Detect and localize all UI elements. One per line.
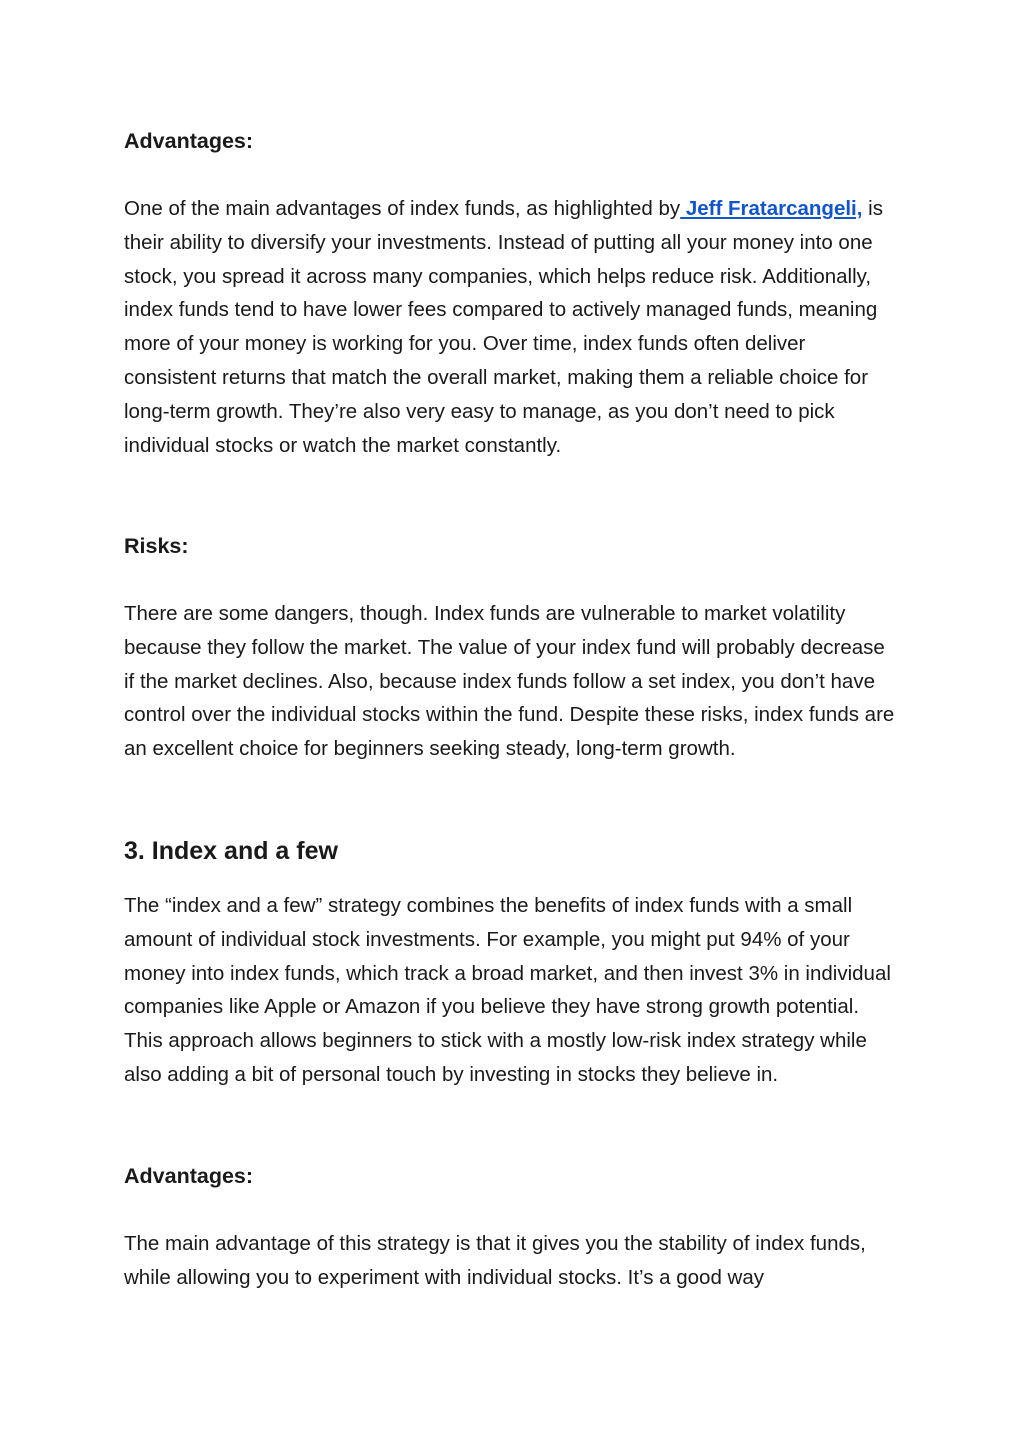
index-and-few-heading: 3. Index and a few (124, 837, 338, 865)
advantages-paragraph-2: The main advantage of this strategy is that it gives you the stability of index funds, while allowing you to experiment with individual stocks. It’s a good way (124, 1232, 866, 1289)
advantages-text-before-link: One of the main advantages of index funds, as highlighted by (124, 197, 681, 220)
advantages-heading-2: Advantages: (124, 1164, 254, 1188)
index-and-few-paragraph: The “index and a few” strategy combines the benefits of index funds with a small amount of individual stock investments. For example, you might put 94% of your money into index funds, which track a broad market, and then invest 3% in individual companies like Apple or Amazon if you believe they have strong growth potential. This approach allows beginners to stick with a mostly low-risk index strategy while also adding a bit of personal touch by investing in stocks they believe in. (124, 894, 891, 1086)
advantages-paragraph (124, 192, 899, 462)
jeff-fratarcangeli-link[interactable]: Jeff Fratarcangeli, (680, 197, 863, 220)
risks-paragraph: There are some dangers, though. Index funds are vulnerable to market volatility because they follow the market. The value of your index fund will probably decrease if the market declines. Also, because index funds follow a set index, you don’t have control over the individual stocks within the fund. Despite these risks, index funds are an excellent choice for beginners seeking steady, long-term growth. (124, 602, 895, 761)
risks-heading: Risks: (124, 534, 189, 558)
advantages-heading: Advantages: (124, 129, 254, 153)
advantages-text-after-link: is their ability to diversify your investments. Instead of putting all your money into one stock, you spread it across many companies, which helps reduce risk. Additionally, index funds tend to have lower fees compared to actively managed funds, meaning more of your money is working for you. Over time, index funds often deliver consistent returns that match the overall market, making them a reliable choice for long-term growth. They’re also very easy to manage, as you don’t need to pick individual stocks or watch the market constantly. (124, 197, 883, 457)
